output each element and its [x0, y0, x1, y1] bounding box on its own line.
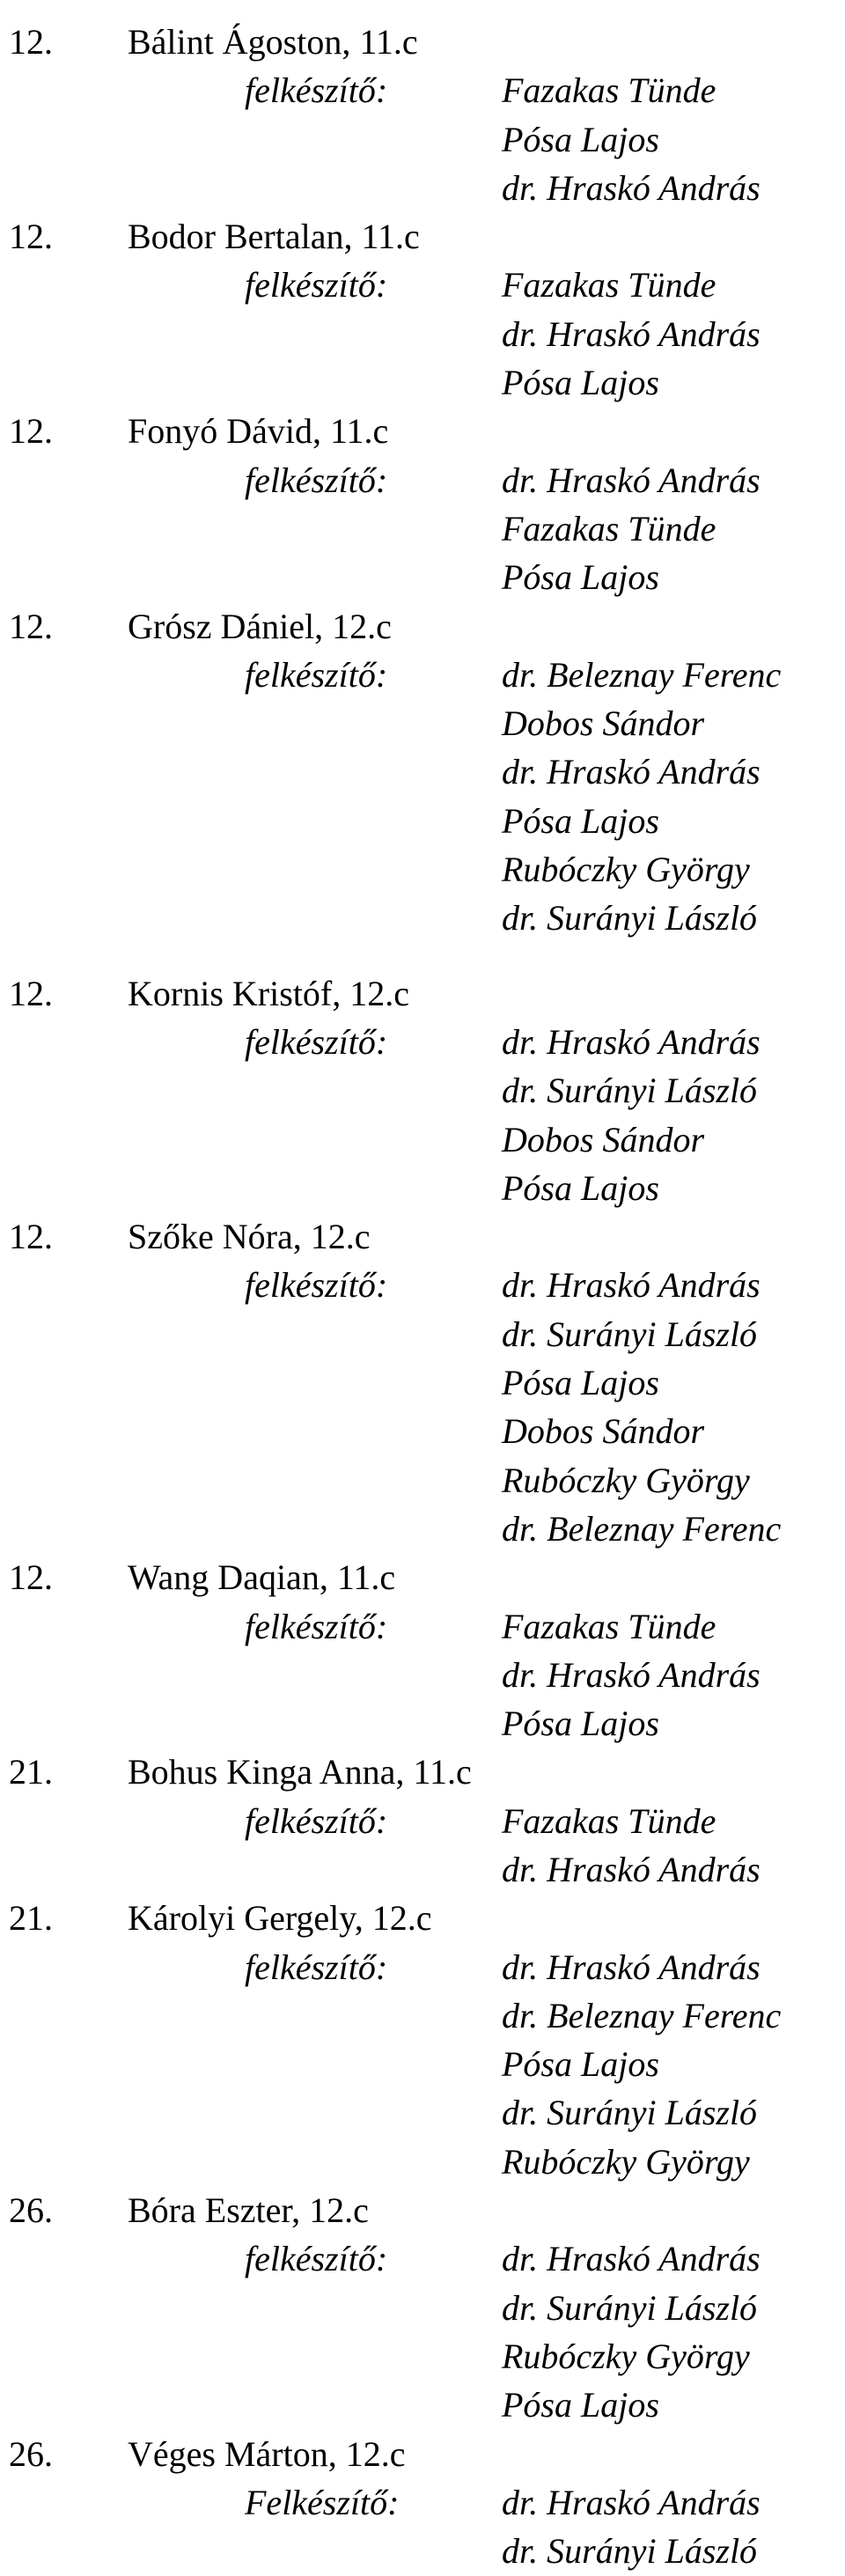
teacher-line [0, 456, 845, 504]
teacher-line [0, 2088, 845, 2137]
entry-header-line [0, 18, 845, 66]
result-entry [0, 212, 845, 407]
teacher-name: dr. Hraskó András [502, 1849, 760, 1889]
teacher-line [0, 651, 845, 699]
result-entry [0, 602, 845, 943]
teacher-line [0, 2332, 845, 2381]
rank: 12. [9, 1557, 53, 1598]
role-label: felkészítő: [245, 460, 388, 500]
teacher-line [0, 164, 845, 212]
result-entry [0, 1212, 845, 1553]
teacher-name: dr. Hraskó András [502, 1947, 760, 1987]
teacher-name: Fazakas Tünde [502, 508, 716, 548]
entry-header-line [0, 2430, 845, 2478]
rank: 21. [9, 1752, 53, 1792]
teacher-line [0, 1018, 845, 1066]
teacher-name: dr. Beleznay Ferenc [502, 1508, 782, 1549]
teacher-line [0, 310, 845, 358]
teacher-name: dr. Surányi László [502, 2531, 758, 2572]
teacher-line [0, 2478, 845, 2527]
role-label: felkészítő: [245, 1800, 388, 1841]
role-label: felkészítő: [245, 265, 388, 305]
teacher-name: dr. Surányi László [502, 898, 758, 938]
teacher-name: Rubóczky György [502, 1460, 750, 1500]
teacher-name: Pósa Lajos [502, 2044, 659, 2085]
result-entry [0, 407, 845, 601]
teacher-name: Rubóczky György [502, 2141, 750, 2182]
teacher-name: Fazakas Tünde [502, 1800, 716, 1841]
student-name-class: Wang Daqian, 11.c [128, 1557, 396, 1598]
student-name-class: Grósz Dániel, 12.c [128, 606, 392, 646]
teacher-name: Pósa Lajos [502, 2385, 659, 2425]
rank: 12. [9, 22, 53, 62]
role-label: felkészítő: [245, 654, 388, 695]
teacher-name: dr. Hraskó András [502, 167, 760, 208]
result-entry [0, 1553, 845, 1748]
teacher-name: dr. Hraskó András [502, 1265, 760, 1306]
teacher-name: Dobos Sándor [502, 1119, 705, 1159]
teacher-name: dr. Hraskó András [502, 2482, 760, 2522]
rank: 12. [9, 411, 53, 452]
teacher-name: Rubóczky György [502, 2336, 750, 2376]
result-entry [0, 1894, 845, 2186]
teacher-line [0, 1261, 845, 1309]
rank: 26. [9, 2190, 53, 2231]
rank: 12. [9, 1217, 53, 1257]
student-name-class: Károlyi Gergely, 12.c [128, 1898, 432, 1939]
role-label: felkészítő: [245, 1265, 388, 1306]
entry-header-line [0, 1894, 845, 1942]
result-entry [0, 2186, 845, 2429]
student-name-class: Véges Márton, 12.c [128, 2433, 406, 2474]
teacher-line [0, 358, 845, 407]
student-name-class: Fonyó Dávid, 11.c [128, 411, 389, 452]
teacher-line [0, 1456, 845, 1505]
teacher-line [0, 2527, 845, 2575]
entry-header-line [0, 1212, 845, 1261]
results-list [0, 18, 845, 2575]
teacher-name: dr. Hraskó András [502, 1021, 760, 1062]
teacher-line [0, 261, 845, 309]
entry-header-line [0, 212, 845, 261]
entry-header-line [0, 2186, 845, 2234]
teacher-name: dr. Hraskó András [502, 2239, 760, 2279]
teacher-line [0, 504, 845, 553]
student-name-class: Kornis Kristóf, 12.c [128, 973, 409, 1013]
teacher-name: Fazakas Tünde [502, 70, 716, 111]
teacher-line [0, 1164, 845, 1212]
teacher-line [0, 1358, 845, 1407]
teacher-line [0, 2381, 845, 2429]
entry-header-line [0, 1553, 845, 1601]
role-label: felkészítő: [245, 2239, 388, 2279]
teacher-name: Pósa Lajos [502, 557, 659, 598]
teacher-name: dr. Hraskó András [502, 460, 760, 500]
teacher-name: dr. Beleznay Ferenc [502, 1995, 782, 2035]
result-entry [0, 969, 845, 1212]
teacher-name: Fazakas Tünde [502, 265, 716, 305]
entry-header-line [0, 1748, 845, 1796]
result-entry [0, 18, 845, 212]
role-label: felkészítő: [245, 1021, 388, 1062]
teacher-name: dr. Hraskó András [502, 313, 760, 354]
teacher-line [0, 115, 845, 164]
teacher-line [0, 1699, 845, 1748]
teacher-line [0, 1115, 845, 1164]
student-name-class: Bodor Bertalan, 11.c [128, 217, 420, 257]
teacher-line [0, 1602, 845, 1651]
teacher-line [0, 2284, 845, 2332]
teacher-name: dr. Hraskó András [502, 1654, 760, 1695]
teacher-line [0, 553, 845, 601]
student-name-class: Bóra Eszter, 12.c [128, 2190, 369, 2231]
rank: 12. [9, 217, 53, 257]
rank: 26. [9, 2433, 53, 2474]
result-entry [0, 2430, 845, 2576]
teacher-line [0, 2234, 845, 2283]
student-name-class: Bohus Kinga Anna, 11.c [128, 1752, 472, 1792]
teacher-line [0, 1651, 845, 1699]
rank: 12. [9, 606, 53, 646]
teacher-line [0, 1407, 845, 1455]
teacher-name: dr. Surányi László [502, 2287, 758, 2328]
teacher-name: dr. Surányi László [502, 2093, 758, 2133]
teacher-name: Pósa Lajos [502, 363, 659, 403]
teacher-line [0, 1797, 845, 1845]
teacher-name: dr. Hraskó András [502, 752, 760, 792]
teacher-line [0, 1066, 845, 1115]
role-label: felkészítő: [245, 1947, 388, 1987]
teacher-line [0, 894, 845, 942]
teacher-line [0, 1991, 845, 2040]
result-entry [0, 1748, 845, 1894]
teacher-line [0, 747, 845, 796]
rank: 12. [9, 973, 53, 1013]
role-label: felkészítő: [245, 70, 388, 111]
student-name-class: Szőke Nóra, 12.c [128, 1217, 371, 1257]
teacher-name: Pósa Lajos [502, 1363, 659, 1403]
teacher-line [0, 1310, 845, 1358]
entry-header-line [0, 969, 845, 1018]
teacher-line [0, 1943, 845, 1991]
teacher-name: Dobos Sándor [502, 1411, 705, 1452]
teacher-name: dr. Surányi László [502, 1071, 758, 1111]
teacher-line [0, 845, 845, 894]
teacher-line [0, 797, 845, 845]
entry-header-line [0, 407, 845, 455]
teacher-name: Pósa Lajos [502, 119, 659, 159]
teacher-line [0, 1505, 845, 1553]
teacher-line [0, 699, 845, 747]
teacher-name: Pósa Lajos [502, 1167, 659, 1208]
teacher-name: Dobos Sándor [502, 703, 705, 744]
rank: 21. [9, 1898, 53, 1939]
student-name-class: Bálint Ágoston, 11.c [128, 22, 418, 62]
teacher-name: dr. Beleznay Ferenc [502, 654, 782, 695]
teacher-name: Pósa Lajos [502, 1704, 659, 1744]
teacher-name: Rubóczky György [502, 850, 750, 890]
role-label: felkészítő: [245, 1606, 388, 1646]
teacher-name: dr. Surányi László [502, 1314, 758, 1354]
teacher-line [0, 2040, 845, 2088]
teacher-line [0, 66, 845, 114]
teacher-name: Pósa Lajos [502, 800, 659, 841]
teacher-line [0, 2138, 845, 2186]
role-label: Felkészítő: [245, 2482, 400, 2522]
teacher-name: Fazakas Tünde [502, 1606, 716, 1646]
entry-header-line [0, 602, 845, 651]
teacher-line [0, 1845, 845, 1894]
